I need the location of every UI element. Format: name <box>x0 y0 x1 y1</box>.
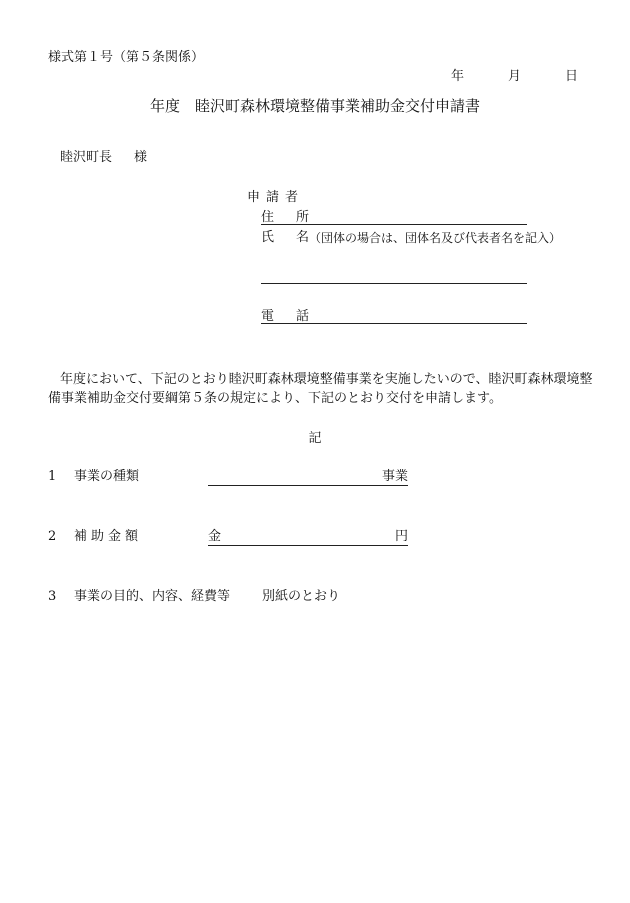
address-field[interactable] <box>261 210 527 228</box>
item-label: 補助金額 <box>74 529 143 544</box>
item-number: 1 <box>48 469 57 484</box>
phone-label: 電 話 <box>261 309 310 324</box>
applicant-heading: 申請者 <box>247 190 305 205</box>
document-title: 年度 睦沢町森林環境整備事業補助金交付申請書 <box>149 97 480 115</box>
subsidy-amount-blank[interactable] <box>208 529 408 546</box>
application-statement: 年度において、下記のとおり睦沢町森林環境整備事業を実施したいので、睦沢町森林環境整備事業補助金交付要綱第５条の規定により、下記のとおり交付を申請します。 <box>48 372 593 406</box>
project-type-suffix: 事業 <box>381 469 408 484</box>
addressee <box>60 150 147 166</box>
name-label: 氏 名 <box>261 230 310 245</box>
name-blank-line[interactable] <box>261 283 527 284</box>
date-day: 日 <box>564 69 578 84</box>
name-field[interactable] <box>261 230 571 248</box>
date-line <box>451 69 578 85</box>
item-purpose <box>48 589 428 607</box>
date-year: 年 <box>450 69 464 84</box>
name-note: （団体の場合は、団体名及び代表者名を記入） <box>309 231 562 245</box>
amount-prefix: 金 <box>208 529 222 544</box>
item-label: 事業の種類 <box>74 469 140 484</box>
address-label: 住 所 <box>261 210 310 225</box>
amount-suffix: 円 <box>394 529 408 544</box>
project-type-blank[interactable] <box>208 469 408 486</box>
addressee-name: 睦沢町長 <box>60 150 113 165</box>
item-project-type <box>48 469 428 487</box>
purpose-answer: 別紙のとおり <box>262 589 341 604</box>
addressee-honorific: 様 <box>134 150 148 165</box>
date-month: 月 <box>507 69 521 84</box>
phone-field[interactable] <box>261 309 527 327</box>
form-number: 様式第１号（第５条関係） <box>48 50 205 65</box>
item-number: 3 <box>48 589 57 604</box>
item-label: 事業の目的、内容、経費等 <box>74 589 231 604</box>
item-subsidy-amount <box>48 529 428 547</box>
phone-blank-line[interactable] <box>261 323 527 324</box>
item-number: 2 <box>48 529 57 544</box>
address-blank-line[interactable] <box>261 224 527 225</box>
ki-heading: 記 <box>308 431 322 446</box>
